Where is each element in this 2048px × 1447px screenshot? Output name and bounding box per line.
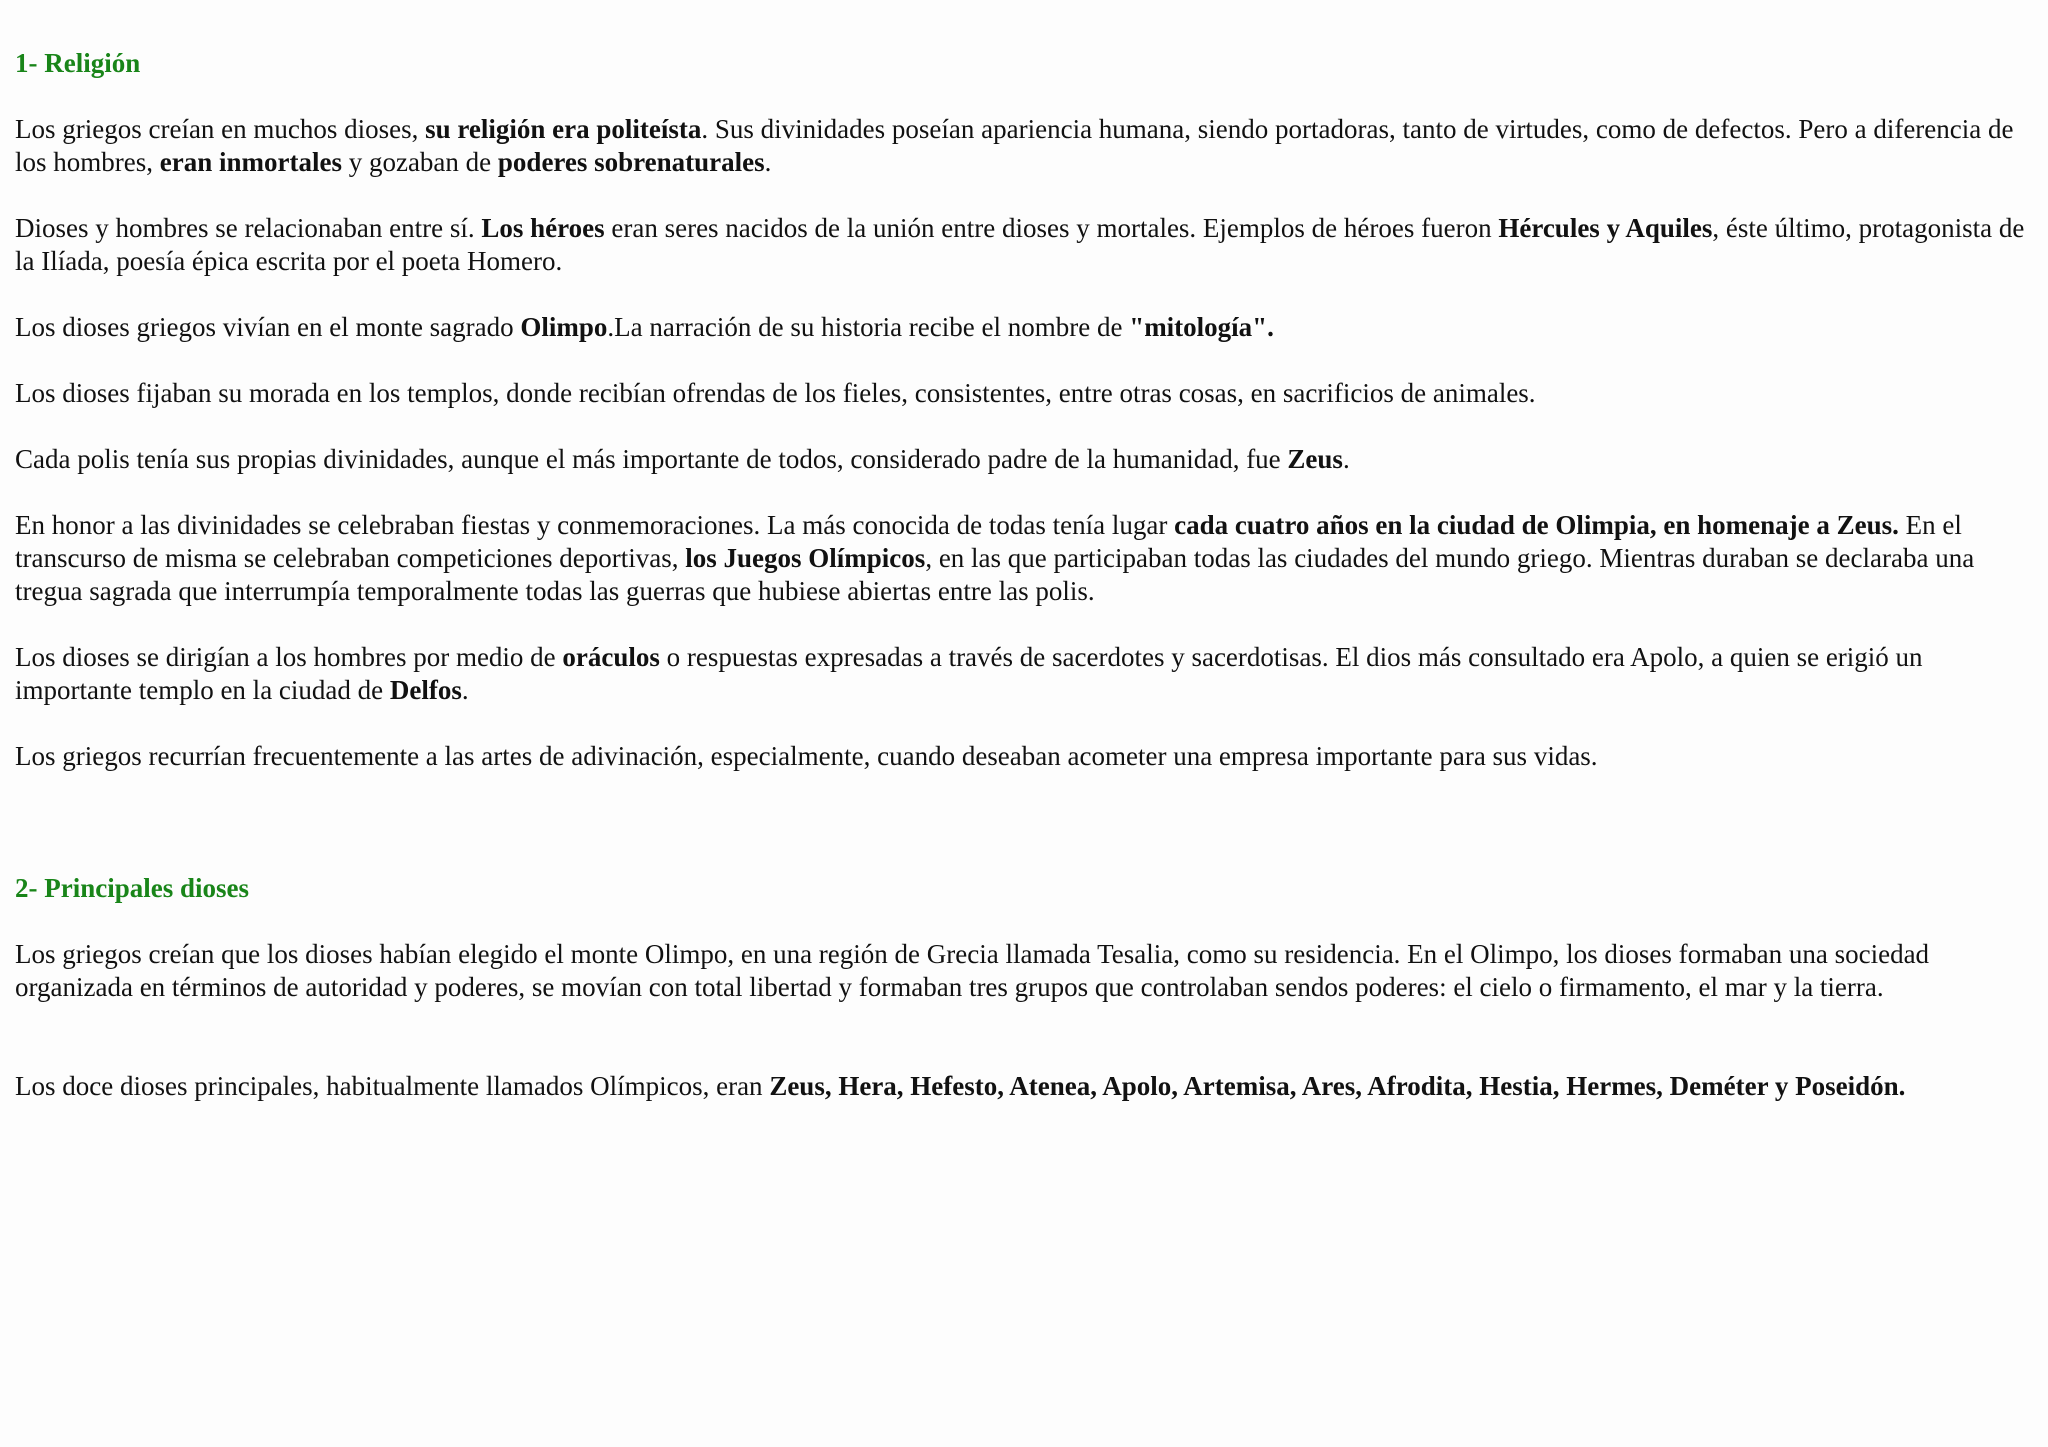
text-run: . Sus divinidades poseían apariencia humana, siendo portadoras, tanto de virtudes, como de defectos. Pero a diferencia de los hombres, [15,114,2014,177]
text-run: En honor a las divinidades se celebraban fiestas y conmemoraciones. La más conocida de todas tenía lugar [15,510,1175,540]
section-title: 1- Religión [15,48,141,78]
paragraph [15,212,2025,278]
bold-text: oráculos [562,642,660,672]
bold-text: Zeus [1287,444,1343,474]
bold-text: "mitología". [1129,312,1274,342]
text-run: . [461,675,469,705]
text-run: Dioses y hombres se relacionaban entre sí. [15,213,482,243]
bold-text: eran inmortales [159,147,342,177]
text-run: .La narración de su historia recibe el nombre de [607,312,1130,342]
text-run: . [1342,444,1350,474]
text-run: Los griegos recurrían frecuentemente a las artes de adivinación, especialmente, cuando deseaban acometer una empresa importante para sus vidas. [15,741,1598,771]
text-run: Cada polis tenía sus propias divinidades, aunque el más importante de todos, considerado padre de la humanidad, fue [15,444,1288,474]
text-run: , en las que participaban todas las ciudades del mundo griego. Mientras duraban se declaraba una tregua sagrada que interrumpía temporalmente todas las guerras que hubiese abiertas entre las polis. [15,543,1975,606]
paragraph [15,740,1598,773]
text-run: Los dioses fijaban su morada en los templos, donde recibían ofrendas de los fieles, consistentes, entre otras cosas, en sacrificios de animales. [15,378,1536,408]
bold-text: Olimpo [520,312,608,342]
bold-text: Hércules y Aquiles [1498,213,1713,243]
paragraph [15,1070,1905,1103]
section-title: 2- Principales dioses [15,873,249,903]
text-run: o respuestas expresadas a través de sacerdotes y sacerdotisas. El dios más consultado era Apolo, a quien se erigió un importante templo en la ciudad de [15,642,1923,705]
bold-text: su religión era politeísta [425,114,702,144]
bold-text: los Juegos Olímpicos [685,543,926,573]
paragraph [15,938,2025,1004]
paragraph [15,113,2025,179]
text-run: eran seres nacidos de la unión entre dioses y mortales. Ejemplos de héroes fueron [604,213,1499,243]
paragraph [15,443,1350,476]
section-religion [15,47,2025,771]
paragraph [15,509,2025,608]
bold-text: cada cuatro años en la ciudad de Olimpia, en homenaje a Zeus. [1174,510,1899,540]
bold-text: Los héroes [481,213,605,243]
paragraph [15,311,1274,344]
section-principales-dioses [15,872,2025,1101]
text-run: Los doce dioses principales, habitualmente llamados Olímpicos, eran [15,1071,770,1101]
text-run: y gozaban de [341,147,498,177]
text-run: En el transcurso de misma se celebraban competiciones deportivas, [15,510,1962,573]
text-run: Los dioses griegos vivían en el monte sagrado [15,312,521,342]
text-run: , éste último, protagonista de la Ilíada, poesía épica escrita por el poeta Homero. [15,213,2025,276]
bold-text: Delfos [389,675,462,705]
text-run: . [764,147,772,177]
paragraph [15,641,2025,707]
text-run: Los griegos creían que los dioses habían elegido el monte Olimpo, en una región de Grecia llamada Tesalia, como su residencia. En el Olimpo, los dioses formaban una sociedad organizada en términos de autoridad y poderes, se movían con total libertad y formaban tres grupos que controlaban sendos poderes: el cielo o firmamento, el mar y la tierra. [15,939,1930,1002]
text-run: Los dioses se dirigían a los hombres por medio de [15,642,563,672]
bold-text: Zeus, Hera, Hefesto, Atenea, Apolo, Artemisa, Ares, Afrodita, Hestia, Hermes, Deméter y Poseidón. [769,1071,1906,1101]
paragraph [15,377,1536,410]
bold-text: poderes sobrenaturales [497,147,765,177]
text-run: Los griegos creían en muchos dioses, [15,114,426,144]
